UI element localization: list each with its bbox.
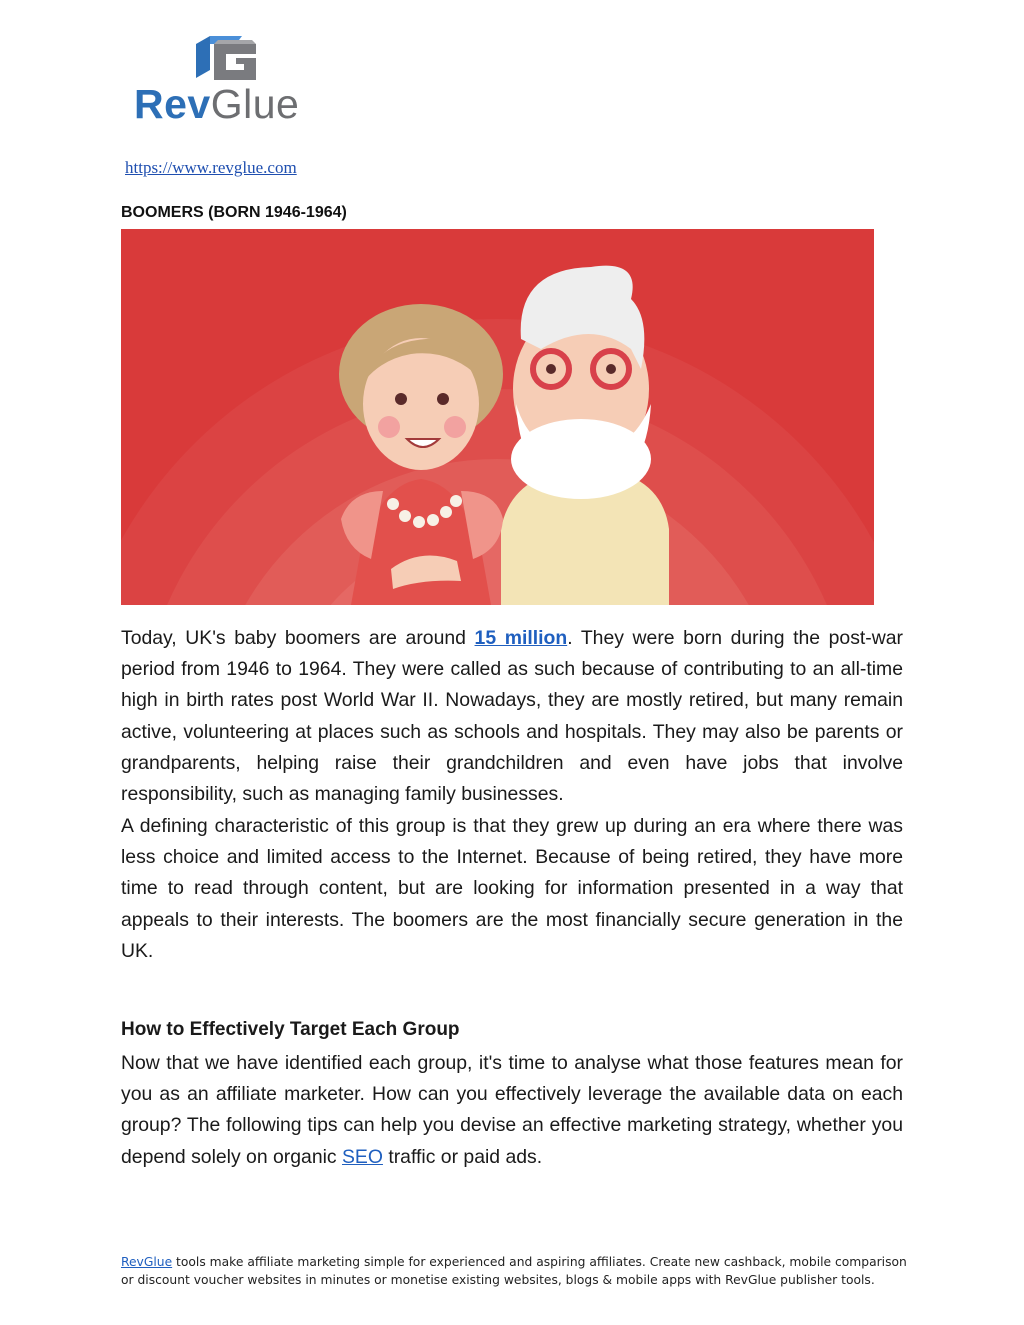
15-million-link[interactable]: 15 million: [474, 627, 568, 649]
target-group-paragraph: Now that we have identified each group, it's time to analyse what those features mean for you as an affiliate marketer. How can you effectively leverage the available data on each group? The following tips can help you devise an effective marketing strategy, whether you depend solely on organic SEO traffic or paid ads.: [121, 1052, 903, 1168]
logo-wordmark: RevGlue: [134, 81, 300, 127]
boomers-intro-paragraph: Today, UK's baby boomers are around 15 million. They were born during the post-war period from 1946 to 1964. They were called as such because of contributing to an all-time high in birth rates post World War II. Nowadays, they are mostly retired, but many remain active, volunteering at places such as schools and hospitals. They may also be parents or grandparents, helping raise their grandchildren and even have jobs that involve responsibility, such as managing family businesses.: [121, 627, 903, 806]
footer-revglue-link[interactable]: RevGlue: [121, 1255, 173, 1269]
seo-link[interactable]: SEO: [342, 1145, 383, 1168]
target-group-subheading: How to Effectively Target Each Group: [121, 1019, 460, 1040]
boomers-characteristic-paragraph: A defining characteristic of this group is that they grew up during an era where there was less choice and limited access to the Internet. Because of being retired, they have more time to read through content, but are looking for information presented in a way that appeals to their interests. The boomers are the most financially secure generation in the UK.: [121, 815, 903, 962]
footer-note: RevGlue tools make affiliate marketing simple for experienced and aspiring affiliates. Create new cashback, mobile comparison or discount voucher websites in minutes or monetise existing websites, blogs & mobile apps with RevGlue publisher tools.: [121, 1255, 907, 1287]
revglue-logo: [132, 30, 332, 130]
site-url-link[interactable]: https://www.revglue.com: [125, 158, 297, 177]
elderly-couple-illustration: [121, 229, 874, 605]
section-heading: BOOMERS (BORN 1946-1964): [121, 204, 347, 221]
revglue-g-icon: [192, 30, 260, 84]
